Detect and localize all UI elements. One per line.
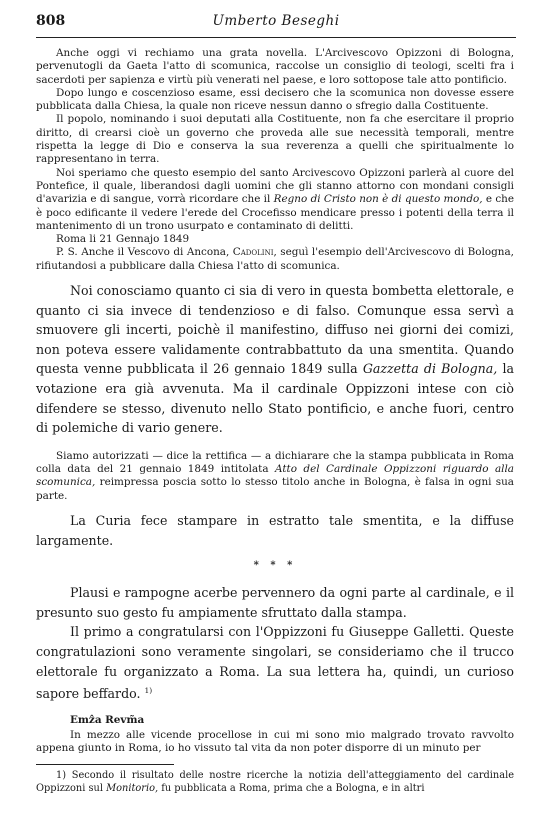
page-number: 808 [36, 13, 66, 29]
running-title: Umberto Beseghi [212, 13, 340, 29]
header-rule [36, 37, 516, 38]
letter-date: Roma li 21 Gennajo 1849 [56, 233, 190, 246]
galletti-letter: In mezzo alle vicende procellose in cui mi sono mio malgrado trovato ravvolto appena giunto in Roma, io ho vissuto tal vita da non poter disporre di un minuto per [36, 728, 514, 755]
body-paragraph: Il primo a congratularsi con l'Oppizzoni fu Giuseppe Galletti. Queste congratulazioni sono veramente singolari, se consideriamo che il trucco elettorale fu organizzato a Roma. La sua lettera ha, quindi, un curioso sapore beffardo. $^{1)}$ [36, 624, 514, 702]
letter-paragraph: Anche oggi vi rechiamo una grata novella. L'Arcivescovo Opizzoni di Bologna, pervenutogli da Gaeta l'atto di scomunica, raccolse un consiglio di teologi, scelti fra i sacerdoti per sapienza e virtù più venerati nel paese, e loro sottopose tale atto pontificio. [36, 47, 514, 86]
letter-paragraph: Il popolo, nominando i suoi deputati alla Costituente, non fa che esercitare il proprio diritto, di crearsi cioè un governo che proveda alle sue necessità temporali, mentre rispetta la legge di Dio e conserva la sua reverenza a quelli che spiritualmente lo rappresentano in terra. [36, 113, 514, 166]
rettifica-quote: Siamo autorizzati — dice la rettifica — a dichiarare che la stampa pubblicata in Roma colla data del 21 gennaio 1849 intitolata Atto del Cardinale Oppizzoni riguardo alla scomunica, reimpressa poscia sotto lo stesso titolo anche in Bologna, è falsa in ogni sua parte. [36, 449, 514, 502]
footnote-ref: 1) [144, 686, 153, 696]
footnote: 1) Secondo il risultato delle nostre ricerche la notizia dell'atteggiamento del cardinale Oppizzoni sul Monitorio, fu pubblicata a Roma, prima che a Bologna, e in altri [36, 769, 514, 794]
letter-postscript: P. S. Anche il Vescovo di Ancona, Cadolini, seguì l'esempio dell'Arcivescovo di Bologna, rifiutandosi a pubblicare dalla Chiesa l'atto di scomunica. [36, 246, 514, 272]
body-paragraph: Plausi e rampogne acerbe pervennero da ogni parte al cardinale, e il presunto suo gesto fu ampiamente sfruttato dalla stampa. [36, 585, 514, 620]
body-paragraph: Noi conosciamo quanto ci sia di vero in questa bombetta elettorale, e quanto ci sia invece di tendenzioso e di falso. Comunque essa servì a smuovere gli incerti, poichè il manifestino, diffuso nei giorni dei comizi, non poteva essere validamente contrabbattuto da una smentita. Quando questa venne pubblicata il 26 gennaio 1849 sulla Gazzetta di Bologna, la votazione era già avvenuta. Ma il cardinale Oppizzoni intese con ciò difendere se stesso, divenuto nello Stato pontificio, e anche fuori, centro di polemiche di vario genere. [36, 283, 515, 436]
letter-paragraph: Noi speriamo che questo esempio del santo Arcivescovo Opizzoni parlerà al cuore del Pontefice, il quale, liberandosi dagli uomini che gli stanno attorno con mondani consigli d'avarizia e di sangue, vorrà ricordare che il Regno di Cristo non è di questo mondo, e che è poco edificante il vedere l'erede del Crocefisso mendicare presso i potenti della terra il mantenimento di un trono usurpato e contaminato di delitti. [36, 166, 515, 232]
section-separator: * * * [253, 560, 297, 572]
body-paragraph: La Curia fece stampare in estratto tale smentita, e la diffuse largamente. [36, 512, 514, 548]
page-body [36, 47, 514, 795]
letter-salutation: Emẑa Revm̃a [70, 713, 145, 726]
letter-paragraph: Dopo lungo e coscenzioso esame, essi decisero che la scomunica non dovesse essere pubblicata dalla Chiesa, la quale non riceve nessun danno o sfregio dalla Costituente. [36, 86, 514, 113]
footnote-rule [36, 764, 174, 765]
page-header [36, 13, 516, 33]
